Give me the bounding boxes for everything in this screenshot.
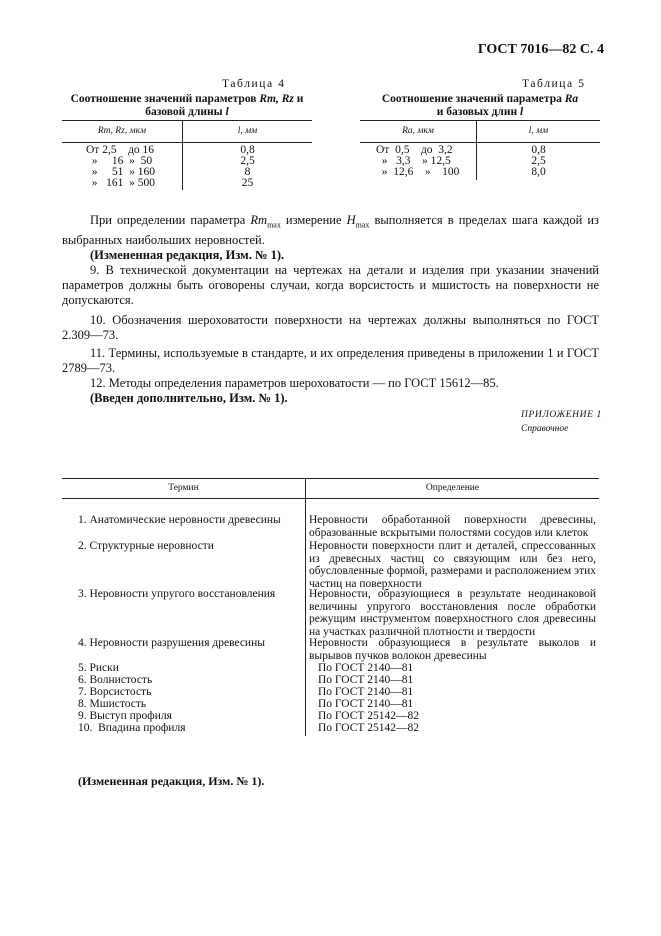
table4-title-params: Rm, Rz: [259, 93, 294, 105]
table4-title-line2: базовой длины: [145, 106, 223, 118]
definition-6: По ГОСТ 2140—81: [318, 674, 414, 686]
definition-1: Неровности обработанной поверхности древесины, образованные вскрытыми полостями сосудов или клеток: [309, 514, 596, 539]
glossary-term-header: Термин: [168, 483, 199, 493]
paragraph-9: 9. В технической документации на чертежах на детали и изделия при указании значений параметров должны быть оговорены случаи, когда ворсистость и мшистость на поверхности не допускаются.: [62, 262, 599, 307]
definition-3: Неровности, образующиеся в результате неодинаковой величины упругого восстановления после обработки режущим инструментом поверхностного слоя древесины на участках различной плотности и твердости: [309, 588, 596, 638]
term-2: 2. Структурные неровности: [78, 540, 214, 552]
term-7: 7. Ворсистость: [78, 686, 152, 698]
table4-row-4-length: 25: [241, 177, 254, 189]
paragraph-11: 11. Термины, используемые в стандарте, и их определения приведены в приложении 1 и ГОСТ 2789—73.: [62, 345, 599, 375]
paragraph-rmmax: При определении параметра $Rm_{max}$ измерение $H_{max}$ выполняется в пределах шага каждой из выбранных наибольших неровностей.: [62, 213, 599, 247]
table5-row-2-range: » 3,3 » 12,5: [376, 155, 451, 167]
appendix-edit-note: (Измененная редакция, Изм. № 1).: [78, 774, 265, 788]
definition-8: По ГОСТ 2140—81: [318, 698, 414, 710]
appendix-subtitle: Справочное: [521, 424, 569, 434]
glossary-header-rule: [62, 498, 599, 499]
definition-2: Неровности поверхности плит и деталей, спрессованных из древесных частиц со связующим или без него, обусловленные формой, размерами и расположением этих частиц на поверхности: [309, 540, 596, 590]
definition-7: По ГОСТ 2140—81: [318, 686, 414, 698]
paragraph-12: 12. Методы определения параметров шероховатости — по ГОСТ 15612—85.: [90, 375, 499, 390]
glossary-definition-header: Определение: [425, 483, 480, 493]
table4-title-and: и: [296, 93, 304, 105]
body-text: [62, 213, 599, 406]
table5-title-param: Ra: [564, 93, 579, 105]
appendix-title: ПРИЛОЖЕНИЕ 1: [521, 410, 602, 420]
table4-title: [62, 93, 312, 119]
table4-row-2-range: » 16 » 50: [86, 155, 153, 167]
table4-header-rule: [62, 142, 312, 143]
table5-row-3-range: » 12,6 » 100: [376, 166, 460, 178]
edit-note-2: (Введен дополнительно, Изм. № 1).: [90, 390, 288, 405]
table5-header-rule: [360, 142, 600, 143]
glossary-column-divider: [305, 478, 306, 736]
table4-col2-header: l, мм: [237, 126, 258, 136]
term-9: 9. Выступ профиля: [78, 710, 172, 722]
table4-row-1-length: 0,8: [240, 144, 255, 156]
term-5: 5. Риски: [78, 662, 119, 674]
edit-note-1: (Измененная редакция, Изм. № 1).: [90, 247, 285, 262]
table5-row-3-length: 8,0: [531, 166, 546, 178]
table5-row-1-range: От 0,5 до 3,2: [376, 144, 453, 156]
table4-row-4-range: » 161 » 500: [86, 177, 155, 189]
table4-title-line1: Соотношение значений параметров: [70, 93, 257, 105]
term-8: 8. Мшистость: [78, 698, 147, 710]
glossary-top-rule: [62, 478, 599, 479]
definition-10: По ГОСТ 25142—82: [318, 722, 420, 734]
table4-title-l: l: [225, 106, 229, 118]
term-10: 10. Впадина профиля: [78, 722, 186, 734]
table5-row-1-length: 0,8: [531, 144, 546, 156]
term-4: 4. Неровности разрушения древесины: [78, 637, 265, 649]
table4-col1-header: Rm, Rz, мкм: [97, 126, 147, 136]
table5-col1-header: Ra, мкм: [402, 126, 434, 136]
table4-caption: Таблица 4: [222, 78, 286, 90]
table5-title: [360, 93, 600, 119]
definition-4: Неровности образующиеся в результате выколов и вырывов пучков волокон древесины: [309, 637, 596, 662]
table4-row-3-range: » 51 » 160: [86, 166, 155, 178]
table5-top-rule: [360, 120, 600, 121]
paragraph-10: 10. Обозначения шероховатости поверхности на чертежах должны выполняться по ГОСТ 2.309—73.: [62, 312, 599, 342]
table5-title-line1: Соотношение значений параметра: [381, 93, 562, 105]
table4-top-rule: [62, 120, 312, 121]
table5-col2-header: l, мм: [528, 126, 549, 136]
definition-9: По ГОСТ 25142—82: [318, 710, 420, 722]
table5-row-2-length: 2,5: [531, 155, 546, 167]
term-1: 1. Анатомические неровности древесины: [78, 514, 281, 526]
table4-row-3-length: 8: [244, 166, 251, 178]
table5-title-l: l: [520, 106, 524, 118]
table4-row-2-length: 2,5: [240, 155, 255, 167]
table5-title-line2: и базовых длин: [436, 106, 518, 118]
definition-5: По ГОСТ 2140—81: [318, 662, 414, 674]
table5-caption: Таблица 5: [522, 78, 586, 90]
term-6: 6. Волнистость: [78, 674, 153, 686]
term-3: 3. Неровности упругого восстановления: [78, 588, 276, 600]
table4-row-1-range: От 2,5 до 16: [86, 144, 155, 156]
page-header: ГОСТ 7016—82 С. 4: [477, 42, 604, 57]
